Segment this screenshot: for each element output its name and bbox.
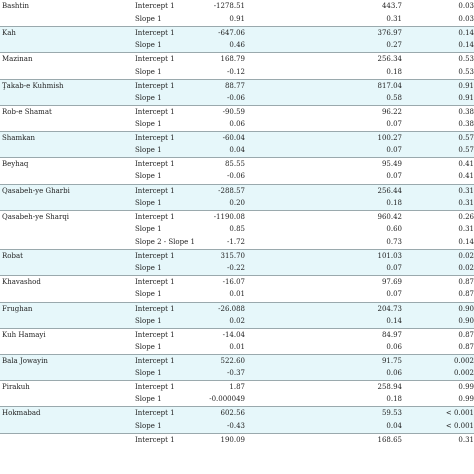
table-row	[0, 288, 474, 301]
table-row	[0, 105, 474, 118]
parameter-cell: Intercept 1	[135, 212, 175, 221]
std-error-cell: 100.27	[377, 134, 402, 143]
table-row	[0, 66, 474, 79]
p-value-cell: 0.87	[458, 330, 474, 339]
table-row	[0, 0, 474, 13]
std-error-cell: 168.65	[377, 435, 402, 444]
region-name: Khavashod	[2, 278, 41, 287]
estimate-cell: 85.55	[224, 160, 245, 169]
estimate-cell: -1.72	[227, 237, 245, 246]
p-value-cell: 0.31	[458, 435, 474, 444]
table-row	[0, 433, 474, 446]
p-value-cell: 0.31	[458, 186, 474, 195]
p-value-cell: 0.99	[458, 383, 474, 392]
p-value-cell: 0.002	[453, 356, 474, 365]
std-error-cell: 0.07	[386, 119, 402, 128]
table-row	[0, 197, 474, 210]
p-value-cell: 0.03	[458, 15, 474, 24]
table-row	[0, 420, 474, 433]
p-value-cell: 0.38	[458, 119, 474, 128]
parameter-cell: Slope 1	[135, 369, 162, 378]
estimate-cell: -26.088	[218, 304, 245, 313]
parameter-cell: Intercept 1	[135, 435, 175, 444]
table-row	[0, 118, 474, 131]
parameter-cell: Slope 1	[135, 264, 162, 273]
std-error-cell: 443.7	[381, 2, 402, 10]
p-value-cell: 0.91	[458, 93, 474, 102]
p-value-cell: 0.14	[458, 237, 474, 246]
region-name: Robat	[2, 252, 23, 261]
p-value-cell: 0.57	[458, 146, 474, 155]
parameter-cell: Slope 1	[135, 198, 162, 207]
parameter-cell: Slope 1	[135, 67, 162, 76]
std-error-cell: 0.07	[386, 264, 402, 273]
parameter-cell: Slope 1	[135, 342, 162, 351]
parameter-cell: Intercept 1	[135, 186, 175, 195]
parameter-cell: Slope 1	[135, 119, 162, 128]
region-name: Pirakuh	[2, 383, 30, 392]
table-row	[0, 223, 474, 236]
std-error-cell: 0.18	[386, 395, 402, 404]
std-error-cell: 101.03	[377, 252, 402, 261]
p-value-cell: 0.87	[458, 342, 474, 351]
parameter-cell: Slope 1	[135, 93, 162, 102]
estimate-cell: -14.04	[222, 330, 245, 339]
region-name: Qasabeh-ye Gharbi	[2, 186, 70, 195]
table-row	[0, 39, 474, 52]
region-name: Kah	[2, 29, 16, 38]
region-name: Beyhaq	[2, 160, 29, 169]
parameter-cell: Intercept 1	[135, 2, 175, 10]
parameter-cell: Intercept 1	[135, 278, 175, 287]
std-error-cell: 0.18	[386, 198, 402, 207]
std-error-cell: 0.06	[386, 369, 402, 378]
std-error-cell: 0.07	[386, 290, 402, 299]
std-error-cell: 0.14	[386, 316, 402, 325]
estimate-cell: 0.04	[229, 146, 245, 155]
estimate-cell: -0.22	[227, 264, 245, 273]
table-row	[0, 249, 474, 262]
p-value-cell: 0.02	[458, 252, 474, 261]
table-row	[0, 236, 474, 249]
std-error-cell: 97.69	[381, 278, 402, 287]
table-row	[0, 131, 474, 144]
table-row	[0, 380, 474, 393]
std-error-cell: 204.73	[377, 304, 402, 313]
table-row	[0, 315, 474, 328]
table-row	[0, 341, 474, 354]
estimate-cell: -1278.51	[213, 2, 245, 10]
std-error-cell: 0.07	[386, 172, 402, 181]
p-value-cell: 0.41	[458, 172, 474, 181]
p-value-cell: 0.14	[458, 29, 474, 38]
region-name: Mazinan	[2, 55, 33, 64]
std-error-cell: 0.31	[386, 15, 402, 24]
estimate-cell: 315.70	[220, 252, 245, 261]
estimate-cell: -1190.08	[213, 212, 245, 221]
region-name: Hokmabad	[2, 409, 41, 418]
estimate-cell: -0.000049	[209, 395, 245, 404]
estimate-cell: -60.04	[222, 134, 245, 143]
estimate-cell: -647.06	[218, 29, 245, 38]
table-row	[0, 275, 474, 288]
region-name: Shamkan	[2, 134, 36, 143]
parameter-cell: Slope 1	[135, 316, 162, 325]
std-error-cell: 960.42	[377, 212, 402, 221]
p-value-cell: < 0.001	[445, 409, 474, 418]
table-row	[0, 79, 474, 92]
parameter-cell: Slope 2 - Slope 1	[135, 237, 195, 246]
region-name: Kuh Hamayi	[2, 330, 46, 339]
std-error-cell: 256.44	[377, 186, 402, 195]
estimate-cell: 0.01	[229, 342, 245, 351]
p-value-cell: 0.87	[458, 290, 474, 299]
std-error-cell: 0.07	[386, 146, 402, 155]
table-row	[0, 170, 474, 183]
parameter-cell: Intercept 1	[135, 304, 175, 313]
p-value-cell: 0.26	[458, 212, 474, 221]
estimate-cell: 190.09	[220, 435, 245, 444]
table-row	[0, 262, 474, 275]
parameter-cell: Intercept 1	[135, 55, 175, 64]
std-error-cell: 0.18	[386, 67, 402, 76]
parameter-cell: Intercept 1	[135, 409, 175, 418]
estimate-cell: -288.57	[218, 186, 245, 195]
table-row	[0, 52, 474, 65]
std-error-cell: 0.04	[386, 421, 402, 430]
estimate-cell: -0.06	[227, 172, 245, 181]
table-row	[0, 328, 474, 341]
std-error-cell: 95.49	[381, 160, 402, 169]
region-name: Rob-e Shamat	[2, 107, 52, 116]
estimate-cell: 0.01	[229, 290, 245, 299]
parameter-cell: Intercept 1	[135, 81, 175, 90]
table-row	[0, 354, 474, 367]
region-name: Ţakab-e Kuhmish	[2, 81, 64, 90]
region-name: Qasabeh-ye Sharqi	[2, 212, 70, 221]
parameter-cell: Slope 1	[135, 224, 162, 233]
parameter-cell: Slope 1	[135, 146, 162, 155]
parameter-cell: Intercept 1	[135, 383, 175, 392]
estimate-cell: 0.02	[229, 316, 245, 325]
parameter-cell: Intercept 1	[135, 356, 175, 365]
p-value-cell: 0.91	[458, 81, 474, 90]
std-error-cell: 0.27	[386, 41, 402, 50]
std-error-cell: 376.97	[377, 29, 402, 38]
p-value-cell: < 0.001	[445, 421, 474, 430]
estimate-cell: 522.60	[220, 356, 245, 365]
table-row	[0, 393, 474, 406]
parameter-cell: Intercept 1	[135, 252, 175, 261]
table-row	[0, 26, 474, 39]
estimate-cell: 602.56	[220, 409, 245, 418]
estimate-cell: 0.85	[229, 224, 245, 233]
std-error-cell: 96.22	[381, 107, 402, 116]
p-value-cell: 0.02	[458, 264, 474, 273]
p-value-cell: 0.38	[458, 107, 474, 116]
estimate-cell: 168.79	[220, 55, 245, 64]
std-error-cell: 0.60	[386, 224, 402, 233]
parameter-cell: Slope 1	[135, 290, 162, 299]
estimate-cell: 0.46	[229, 41, 245, 50]
parameter-cell: Intercept 1	[135, 330, 175, 339]
parameter-cell: Slope 1	[135, 172, 162, 181]
parameter-cell: Intercept 1	[135, 107, 175, 116]
p-value-cell: 0.53	[458, 55, 474, 64]
parameter-cell: Intercept 1	[135, 29, 175, 38]
estimate-cell: 1.87	[229, 383, 245, 392]
std-error-cell: 256.34	[377, 55, 402, 64]
estimate-cell: -0.06	[227, 93, 245, 102]
table-row	[0, 210, 474, 223]
std-error-cell: 59.53	[381, 409, 402, 418]
std-error-cell: 817.04	[377, 81, 402, 90]
p-value-cell: 0.90	[458, 304, 474, 313]
estimate-cell: 0.06	[229, 119, 245, 128]
table-row	[0, 157, 474, 170]
table-row	[0, 13, 474, 26]
std-error-cell: 0.06	[386, 342, 402, 351]
p-value-cell: 0.90	[458, 316, 474, 325]
std-error-cell: 258.94	[377, 383, 402, 392]
parameter-cell: Intercept 1	[135, 160, 175, 169]
parameter-cell: Slope 1	[135, 395, 162, 404]
estimate-cell: 0.20	[229, 198, 245, 207]
table-row	[0, 302, 474, 315]
p-value-cell: 0.14	[458, 41, 474, 50]
region-name: Bashtin	[2, 2, 29, 10]
estimate-cell: -0.37	[227, 369, 245, 378]
p-value-cell: 0.57	[458, 134, 474, 143]
estimate-cell: -0.43	[227, 421, 245, 430]
std-error-cell: 0.73	[386, 237, 402, 246]
estimate-cell: 0.91	[229, 15, 245, 24]
p-value-cell: 0.87	[458, 278, 474, 287]
table-row	[0, 367, 474, 380]
table-row	[0, 92, 474, 105]
table-row	[0, 406, 474, 419]
p-value-cell: 0.002	[453, 369, 474, 378]
p-value-cell: 0.99	[458, 395, 474, 404]
table-row	[0, 144, 474, 157]
region-name: Frughan	[2, 304, 33, 313]
table-row	[0, 184, 474, 197]
std-error-cell: 84.97	[381, 330, 402, 339]
p-value-cell: 0.31	[458, 198, 474, 207]
estimate-cell: 88.77	[224, 81, 245, 90]
p-value-cell: 0.41	[458, 160, 474, 169]
parameter-cell: Intercept 1	[135, 134, 175, 143]
std-error-cell: 0.58	[386, 93, 402, 102]
p-value-cell: 0.31	[458, 224, 474, 233]
estimate-cell: -90.59	[222, 107, 245, 116]
parameter-cell: Slope 1	[135, 15, 162, 24]
p-value-cell: 0.03	[458, 2, 474, 10]
parameter-cell: Slope 1	[135, 41, 162, 50]
std-error-cell: 91.75	[381, 356, 402, 365]
parameter-cell: Slope 1	[135, 421, 162, 430]
estimate-cell: -16.07	[222, 278, 245, 287]
estimate-cell: -0.12	[227, 67, 245, 76]
region-name: Bala Jowayin	[2, 356, 48, 365]
p-value-cell: 0.53	[458, 67, 474, 76]
